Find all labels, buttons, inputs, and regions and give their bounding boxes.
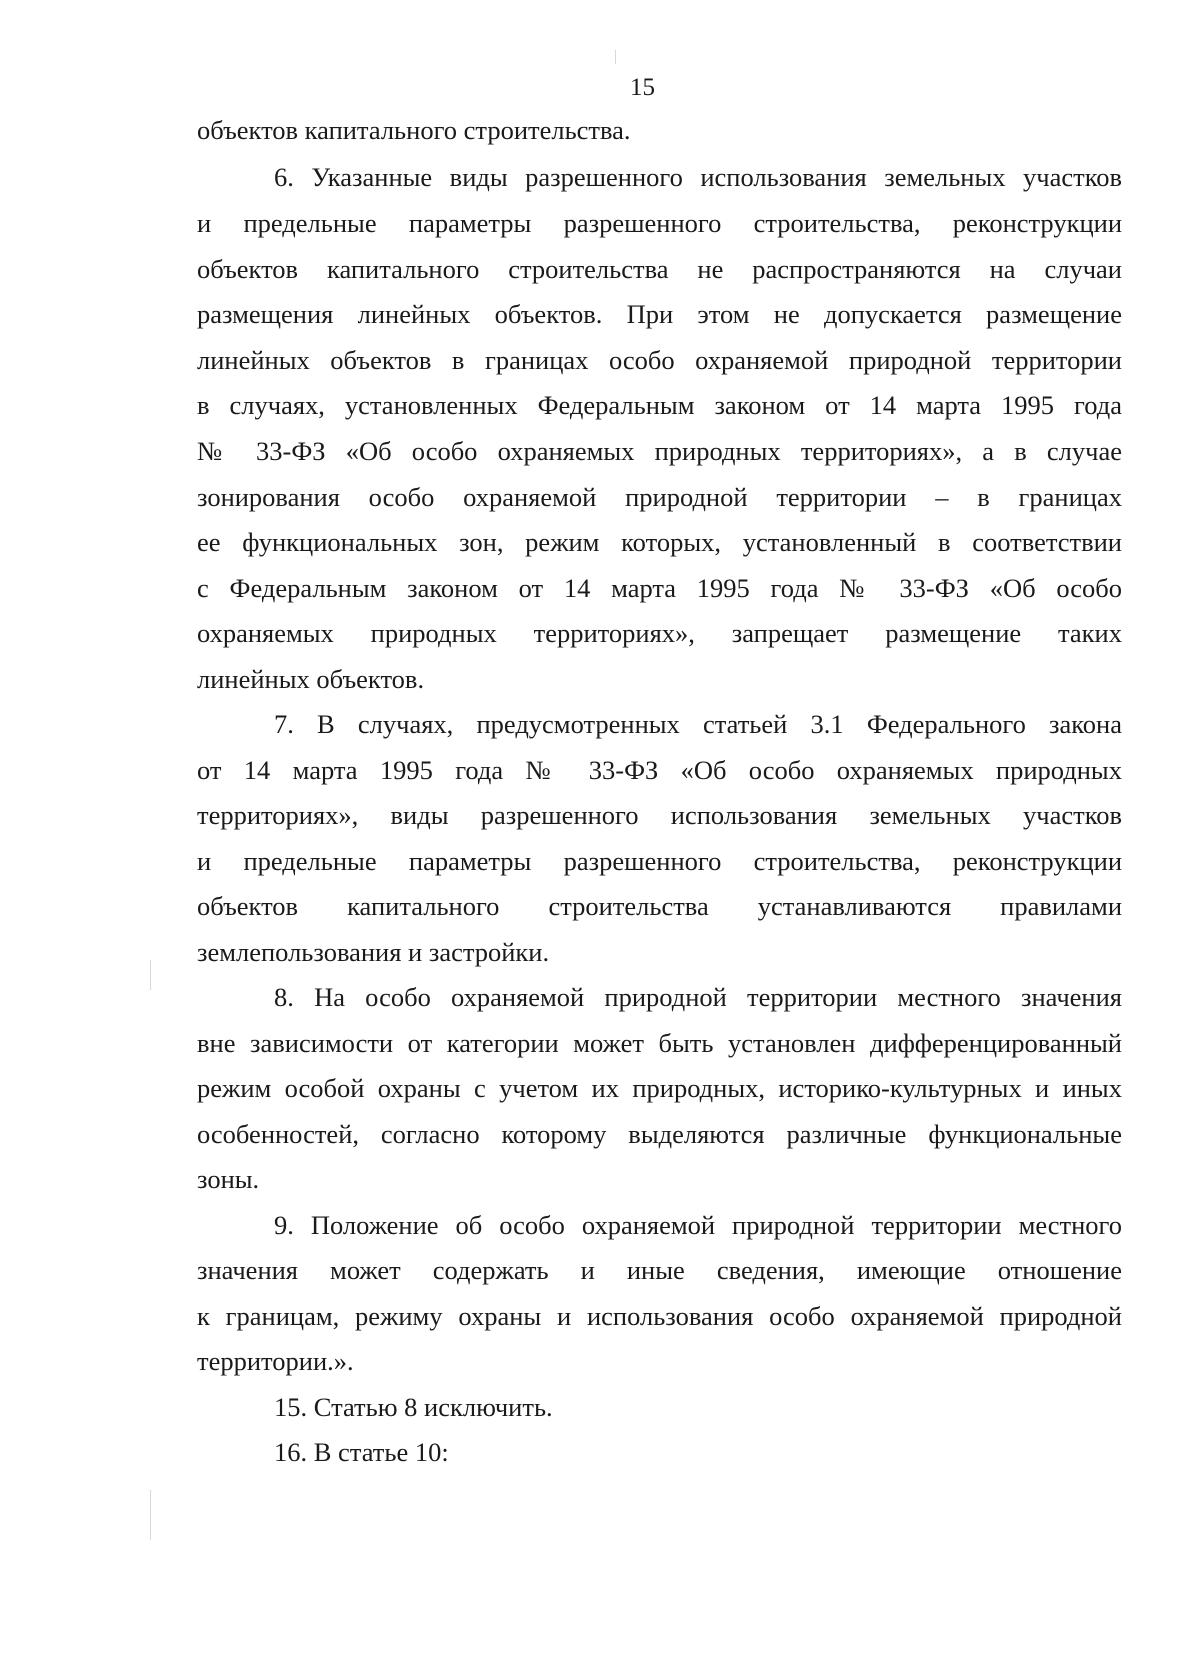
item-15-line: 15. Статью 8 исключить. xyxy=(274,1392,553,1422)
paragraph-8-line: зоны. xyxy=(197,1164,260,1194)
paragraph-6-line: размещения линейных объектов. При этом не допускается размещение xyxy=(197,299,1122,329)
paragraph-6-line: в случаях, установленных Федеральным законом от 14 марта 1995 года xyxy=(197,390,1122,420)
paragraph-7-line: от 14 марта 1995 года № 33-ФЗ «Об особо охраняемых природных xyxy=(197,755,1122,785)
paragraph-7-line: 7. В случаях, предусмотренных статьей 3.1 Федерального закона xyxy=(274,709,1122,739)
paragraph-9-line: к границам, режиму охраны и использования особо охраняемой природной xyxy=(197,1301,1122,1331)
scan-edge-mark xyxy=(150,1490,151,1540)
item-16-line: 16. В статье 10: xyxy=(274,1437,449,1467)
paragraph-6-line: № 33-ФЗ «Об особо охраняемых природных территориях», а в случае xyxy=(197,436,1122,466)
paragraph-6-line: охраняемых природных территориях», запрещает размещение таких xyxy=(197,618,1122,648)
paragraph-7-line: территориях», виды разрешенного использования земельных участков xyxy=(197,800,1122,830)
paragraph-6-line: линейных объектов в границах особо охраняемой природной территории xyxy=(197,345,1122,375)
text-line: объектов капитального строительства. xyxy=(197,115,631,145)
paragraph-9-line: 9. Положение об особо охраняемой природной территории местного xyxy=(274,1210,1122,1240)
paragraph-6-line: объектов капитального строительства не распространяются на случаи xyxy=(197,254,1122,284)
paragraph-7-line: и предельные параметры разрешенного строительства, реконструкции xyxy=(197,846,1122,876)
paragraph-6-line: линейных объектов. xyxy=(197,664,425,694)
scan-edge-mark xyxy=(615,50,616,64)
paragraph-7-line: землепользования и застройки. xyxy=(197,937,550,967)
paragraph-9-line: территории.». xyxy=(197,1346,354,1376)
paragraph-6-line: 6. Указанные виды разрешенного использования земельных участков xyxy=(274,162,1122,192)
page-number: 15 xyxy=(630,74,655,101)
paragraph-8-line: 8. На особо охраняемой природной территории местного значения xyxy=(274,982,1122,1012)
paragraph-9-line: значения может содержать и иные сведения, имеющие отношение xyxy=(197,1255,1122,1285)
paragraph-8-line: особенностей, согласно которому выделяются различные функциональные xyxy=(197,1119,1122,1149)
paragraph-7-line: объектов капитального строительства устанавливаются правилами xyxy=(197,891,1122,921)
paragraph-8-line: режим особой охраны с учетом их природных, историко-культурных и иных xyxy=(197,1073,1122,1103)
paragraph-8-line: вне зависимости от категории может быть установлен дифференцированный xyxy=(197,1028,1122,1058)
paragraph-6-line: и предельные параметры разрешенного строительства, реконструкции xyxy=(197,208,1122,238)
scan-edge-mark xyxy=(150,960,151,990)
paragraph-6-line: зонирования особо охраняемой природной территории – в границах xyxy=(197,482,1122,512)
paragraph-6-line: с Федеральным законом от 14 марта 1995 года № 33-ФЗ «Об особо xyxy=(197,573,1122,603)
paragraph-6-line: ее функциональных зон, режим которых, установленный в соответствии xyxy=(197,527,1122,557)
